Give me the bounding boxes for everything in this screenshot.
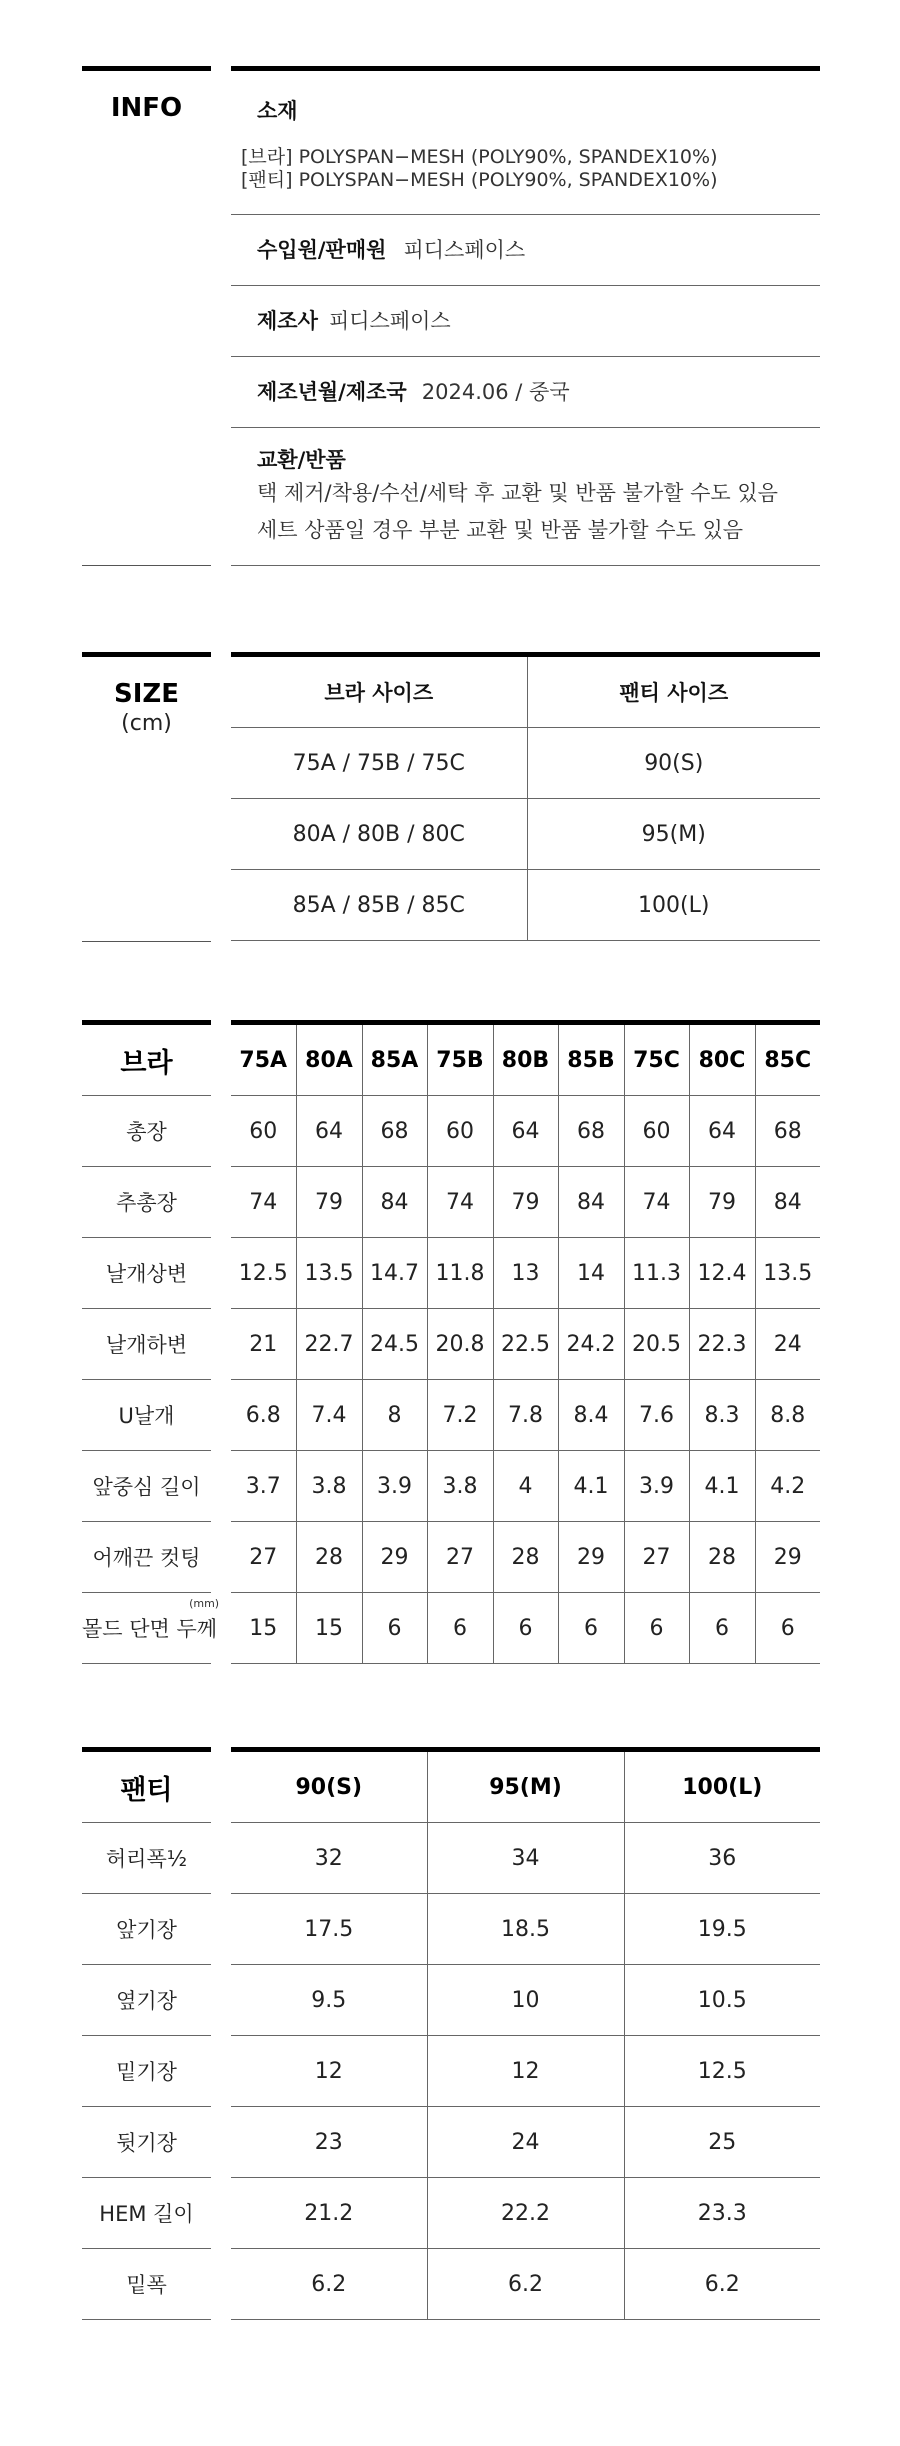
measure-cell: 17.5 <box>231 1894 427 1965</box>
measure-cell: 24 <box>755 1309 820 1380</box>
measure-cell: 29 <box>558 1522 624 1593</box>
bra-title: 브라 <box>82 1023 211 1096</box>
row-label: 날개하변 <box>82 1309 211 1380</box>
maker-value: 피디스페이스 <box>328 309 451 333</box>
row-label: 총장 <box>82 1096 211 1167</box>
measure-cell: 15 <box>296 1593 362 1664</box>
measure-cell: 6 <box>689 1593 755 1664</box>
measure-cell: 18.5 <box>427 1894 624 1965</box>
table-row <box>231 799 820 870</box>
measure-cell: 6 <box>427 1593 493 1664</box>
measure-cell: 68 <box>755 1096 820 1167</box>
measure-cell: 12.4 <box>689 1238 755 1309</box>
unit-note: (mm) <box>189 1597 220 1610</box>
measure-cell: 60 <box>427 1096 493 1167</box>
material-line: [팬티] POLYSPAN−MESH (POLY90%, SPANDEX10%) <box>241 169 718 191</box>
table-row <box>82 1593 820 1664</box>
measure-cell: 8.8 <box>755 1380 820 1451</box>
row-label: 뒷기장 <box>82 2107 211 2178</box>
date-label: 제조년월/제조국 <box>257 380 407 404</box>
measure-cell: 7.8 <box>493 1380 558 1451</box>
size-cell: 85A / 85B / 85C <box>231 870 527 941</box>
size-cell: 100(L) <box>527 870 820 941</box>
info-heading: INFO <box>110 93 183 123</box>
measure-cell: 24 <box>427 2107 624 2178</box>
gap <box>211 1750 231 1823</box>
measure-cell: 6 <box>493 1593 558 1664</box>
table-row <box>82 1894 820 1965</box>
row-label: 앞기장 <box>82 1894 211 1965</box>
material-line: [브라] POLYSPAN−MESH (POLY90%, SPANDEX10%) <box>241 146 718 168</box>
panty-title: 팬티 <box>82 1750 211 1823</box>
row-label: 허리폭½ <box>82 1823 211 1894</box>
size-table-header <box>231 655 820 728</box>
size-unit: (cm) <box>121 711 172 736</box>
row-label: 앞중심 길이 <box>82 1451 211 1522</box>
measure-cell: 25 <box>624 2107 820 2178</box>
table-row <box>231 870 820 941</box>
column-header: 85A <box>362 1023 427 1096</box>
maker-row <box>231 286 820 357</box>
gap <box>211 2107 231 2178</box>
measure-cell: 6.8 <box>231 1380 296 1451</box>
measure-cell: 34 <box>427 1823 624 1894</box>
bra-measure-table <box>82 1020 820 1664</box>
table-row <box>82 2178 820 2249</box>
measure-cell: 6.2 <box>427 2249 624 2320</box>
measure-cell: 6 <box>362 1593 427 1664</box>
measure-cell: 84 <box>558 1167 624 1238</box>
measure-cell: 74 <box>427 1167 493 1238</box>
measure-cell: 28 <box>296 1522 362 1593</box>
row-label: 밑기장 <box>82 2036 211 2107</box>
measure-cell: 84 <box>362 1167 427 1238</box>
measure-cell: 12.5 <box>231 1238 296 1309</box>
exchange-line: 세트 상품일 경우 부분 교환 및 반품 불가할 수도 있음 <box>257 518 744 542</box>
table-row <box>82 1823 820 1894</box>
measure-cell: 3.8 <box>427 1451 493 1522</box>
measure-cell: 7.6 <box>624 1380 689 1451</box>
table-row <box>82 1380 820 1451</box>
measure-cell: 27 <box>231 1522 296 1593</box>
column-header: 90(S) <box>231 1750 427 1823</box>
measure-cell: 3.8 <box>296 1451 362 1522</box>
size-cell: 95(M) <box>527 799 820 870</box>
measure-cell: 6 <box>558 1593 624 1664</box>
measure-cell: 36 <box>624 1823 820 1894</box>
measure-cell: 79 <box>689 1167 755 1238</box>
measure-cell: 24.5 <box>362 1309 427 1380</box>
measure-cell: 79 <box>296 1167 362 1238</box>
measure-cell: 3.9 <box>362 1451 427 1522</box>
column-header: 80C <box>689 1023 755 1096</box>
measure-cell: 28 <box>689 1522 755 1593</box>
row-label-text: 몰드 단면 두께 <box>82 1617 218 1641</box>
table-row <box>82 1451 820 1522</box>
measure-cell: 7.2 <box>427 1380 493 1451</box>
row-label: U날개 <box>82 1380 211 1451</box>
measure-cell: 28 <box>493 1522 558 1593</box>
date-value: 2024.06 / 중국 <box>421 380 570 404</box>
measure-cell: 19.5 <box>624 1894 820 1965</box>
measure-cell: 22.2 <box>427 2178 624 2249</box>
measure-cell: 79 <box>493 1167 558 1238</box>
measure-cell: 68 <box>558 1096 624 1167</box>
gap <box>211 1451 231 1522</box>
measure-cell: 13.5 <box>296 1238 362 1309</box>
column-header: 100(L) <box>624 1750 820 1823</box>
measure-cell: 74 <box>231 1167 296 1238</box>
importer-value: 피디스페이스 <box>403 238 526 262</box>
row-label: 어깨끈 컷팅 <box>82 1522 211 1593</box>
gap <box>211 1167 231 1238</box>
measure-cell: 84 <box>755 1167 820 1238</box>
table-row <box>82 1096 820 1167</box>
size-header-bra: 브라 사이즈 <box>231 655 527 728</box>
size-heading: SIZE <box>113 679 179 709</box>
measure-cell: 9.5 <box>231 1965 427 2036</box>
info-heading-block <box>82 66 211 566</box>
gap <box>211 1023 231 1096</box>
measure-cell: 20.5 <box>624 1309 689 1380</box>
row-label-wrap <box>82 1597 220 1643</box>
table-row <box>231 728 820 799</box>
gap <box>211 1238 231 1309</box>
exchange-line: 택 제거/착용/수선/세탁 후 교환 및 반품 불가할 수도 있음 <box>257 481 778 505</box>
table-row <box>82 1965 820 2036</box>
gap <box>211 1309 231 1380</box>
table-row <box>82 2107 820 2178</box>
measure-cell: 12 <box>427 2036 624 2107</box>
measure-cell: 60 <box>231 1096 296 1167</box>
column-header: 75A <box>231 1023 296 1096</box>
measure-cell: 23.3 <box>624 2178 820 2249</box>
column-header: 75B <box>427 1023 493 1096</box>
material-lines <box>241 146 717 192</box>
panty-header-row <box>82 1750 820 1823</box>
measure-cell: 20.8 <box>427 1309 493 1380</box>
material-row <box>231 71 820 215</box>
measure-cell: 10.5 <box>624 1965 820 2036</box>
bra-header-row <box>82 1023 820 1096</box>
measure-cell: 22.7 <box>296 1309 362 1380</box>
table-row <box>82 1167 820 1238</box>
measure-cell: 6 <box>755 1593 820 1664</box>
gap <box>211 1894 231 1965</box>
table-row <box>82 2036 820 2107</box>
panty-measure-table <box>82 1747 820 2320</box>
measure-cell: 8.4 <box>558 1380 624 1451</box>
measure-cell: 13 <box>493 1238 558 1309</box>
info-details <box>231 66 820 566</box>
row-label: 추총장 <box>82 1167 211 1238</box>
measure-cell: 4.1 <box>558 1451 624 1522</box>
table-row <box>82 1522 820 1593</box>
divider <box>82 565 211 566</box>
row-label: 날개상변 <box>82 1238 211 1309</box>
column-header: 85C <box>755 1023 820 1096</box>
measure-cell: 74 <box>624 1167 689 1238</box>
gap <box>211 2178 231 2249</box>
measure-cell: 22.5 <box>493 1309 558 1380</box>
table-row <box>82 1238 820 1309</box>
gap <box>211 1522 231 1593</box>
measure-cell: 24.2 <box>558 1309 624 1380</box>
gap <box>211 2036 231 2107</box>
measure-cell: 3.9 <box>624 1451 689 1522</box>
gap <box>211 2249 231 2320</box>
measure-cell: 60 <box>624 1096 689 1167</box>
row-label: 옆기장 <box>82 1965 211 2036</box>
measure-cell: 21.2 <box>231 2178 427 2249</box>
measure-cell: 10 <box>427 1965 624 2036</box>
column-header: 80B <box>493 1023 558 1096</box>
measure-cell: 11.8 <box>427 1238 493 1309</box>
exchange-row <box>231 428 820 566</box>
measure-cell: 27 <box>427 1522 493 1593</box>
size-cell: 90(S) <box>527 728 820 799</box>
measure-cell: 12 <box>231 2036 427 2107</box>
gap <box>211 1823 231 1894</box>
gap <box>211 1965 231 2036</box>
measure-cell: 22.3 <box>689 1309 755 1380</box>
measure-cell: 29 <box>362 1522 427 1593</box>
measure-cell: 15 <box>231 1593 296 1664</box>
maker-label: 제조사 <box>257 309 318 333</box>
gap <box>211 1096 231 1167</box>
measure-cell: 29 <box>755 1522 820 1593</box>
measure-cell: 8.3 <box>689 1380 755 1451</box>
measure-cell: 11.3 <box>624 1238 689 1309</box>
measure-cell: 14.7 <box>362 1238 427 1309</box>
size-cell: 80A / 80B / 80C <box>231 799 527 870</box>
importer-label: 수입원/판매원 <box>257 238 387 262</box>
column-header: 80A <box>296 1023 362 1096</box>
divider <box>82 941 211 942</box>
exchange-label: 교환/반품 <box>257 448 346 472</box>
measure-cell: 32 <box>231 1823 427 1894</box>
table-row <box>82 1309 820 1380</box>
material-label: 소재 <box>257 99 298 123</box>
measure-cell: 6.2 <box>231 2249 427 2320</box>
measure-cell: 4.1 <box>689 1451 755 1522</box>
measure-cell: 23 <box>231 2107 427 2178</box>
row-label <box>82 1593 220 1664</box>
measure-cell: 21 <box>231 1309 296 1380</box>
measure-cell: 14 <box>558 1238 624 1309</box>
size-cell: 75A / 75B / 75C <box>231 728 527 799</box>
measure-cell: 3.7 <box>231 1451 296 1522</box>
measure-cell: 6.2 <box>624 2249 820 2320</box>
date-row <box>231 357 820 428</box>
measure-cell: 27 <box>624 1522 689 1593</box>
row-label: 밑폭 <box>82 2249 211 2320</box>
measure-cell: 4.2 <box>755 1451 820 1522</box>
measure-cell: 6 <box>624 1593 689 1664</box>
measure-cell: 7.4 <box>296 1380 362 1451</box>
size-header-panty: 팬티 사이즈 <box>527 655 820 728</box>
measure-cell: 64 <box>689 1096 755 1167</box>
column-header: 95(M) <box>427 1750 624 1823</box>
table-row <box>82 2249 820 2320</box>
measure-cell: 4 <box>493 1451 558 1522</box>
size-heading-block <box>82 652 211 942</box>
size-table <box>231 652 820 941</box>
measure-cell: 68 <box>362 1096 427 1167</box>
measure-cell: 64 <box>296 1096 362 1167</box>
column-header: 85B <box>558 1023 624 1096</box>
column-header: 75C <box>624 1023 689 1096</box>
importer-row <box>231 215 820 286</box>
measure-cell: 12.5 <box>624 2036 820 2107</box>
gap <box>211 1380 231 1451</box>
measure-cell: 13.5 <box>755 1238 820 1309</box>
row-label: HEM 길이 <box>82 2178 211 2249</box>
measure-cell: 8 <box>362 1380 427 1451</box>
measure-cell: 64 <box>493 1096 558 1167</box>
